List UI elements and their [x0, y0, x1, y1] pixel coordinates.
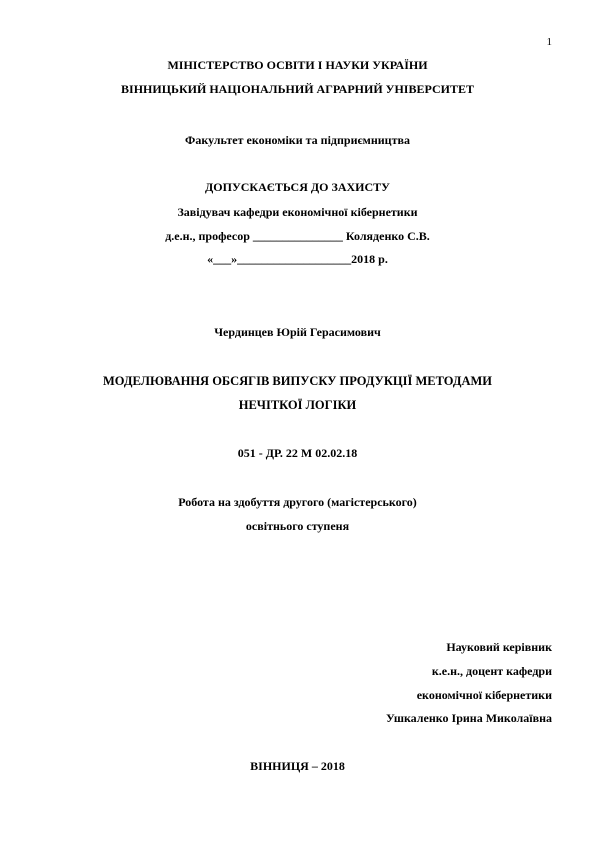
- supervisor-heading: Науковий керівник: [446, 640, 552, 654]
- university-name: ВІННИЦЬКИЙ НАЦІОНАЛЬНИЙ АГРАРНИЙ УНІВЕРСИТЕТ: [121, 82, 474, 96]
- supervisor-name: Ушкаленко Ірина Миколаївна: [386, 711, 552, 725]
- thesis-title-line-2: НЕЧІТКОЇ ЛОГІКИ: [238, 398, 357, 412]
- author-name: Чердинцев Юрій Герасимович: [214, 325, 381, 339]
- degree-line-1: Робота на здобуття другого (магістерського): [178, 495, 417, 509]
- supervisor-title-line-1: к.е.н., доцент кафедри: [431, 664, 552, 678]
- faculty-name: Факультет економіки та підприємництва: [185, 133, 410, 147]
- supervisor-title-line-2: економічної кібернетики: [416, 688, 552, 702]
- degree-line-2: освітнього ступеня: [245, 519, 350, 533]
- city-year: ВІННИЦЯ – 2018: [250, 759, 345, 773]
- page-number: 1: [546, 36, 552, 48]
- approval-heading: ДОПУСКАЄТЬСЯ ДО ЗАХИСТУ: [205, 180, 390, 194]
- signature-line: д.е.н., професор _______________ Коляденко С.В.: [165, 229, 430, 243]
- approval-date-line: «___»___________________2018 р.: [207, 252, 388, 266]
- ministry-name: МІНІСТЕРСТВО ОСВІТИ І НАУКИ УКРАЇНИ: [167, 58, 428, 72]
- thesis-title-line-1: МОДЕЛЮВАННЯ ОБСЯГІВ ВИПУСКУ ПРОДУКЦІЇ МЕТОДАМИ: [102, 374, 493, 388]
- department-head-position: Завідувач кафедри економічної кібернетики: [177, 205, 418, 219]
- thesis-code: 051 - ДР. 22 М 02.02.18: [237, 446, 358, 460]
